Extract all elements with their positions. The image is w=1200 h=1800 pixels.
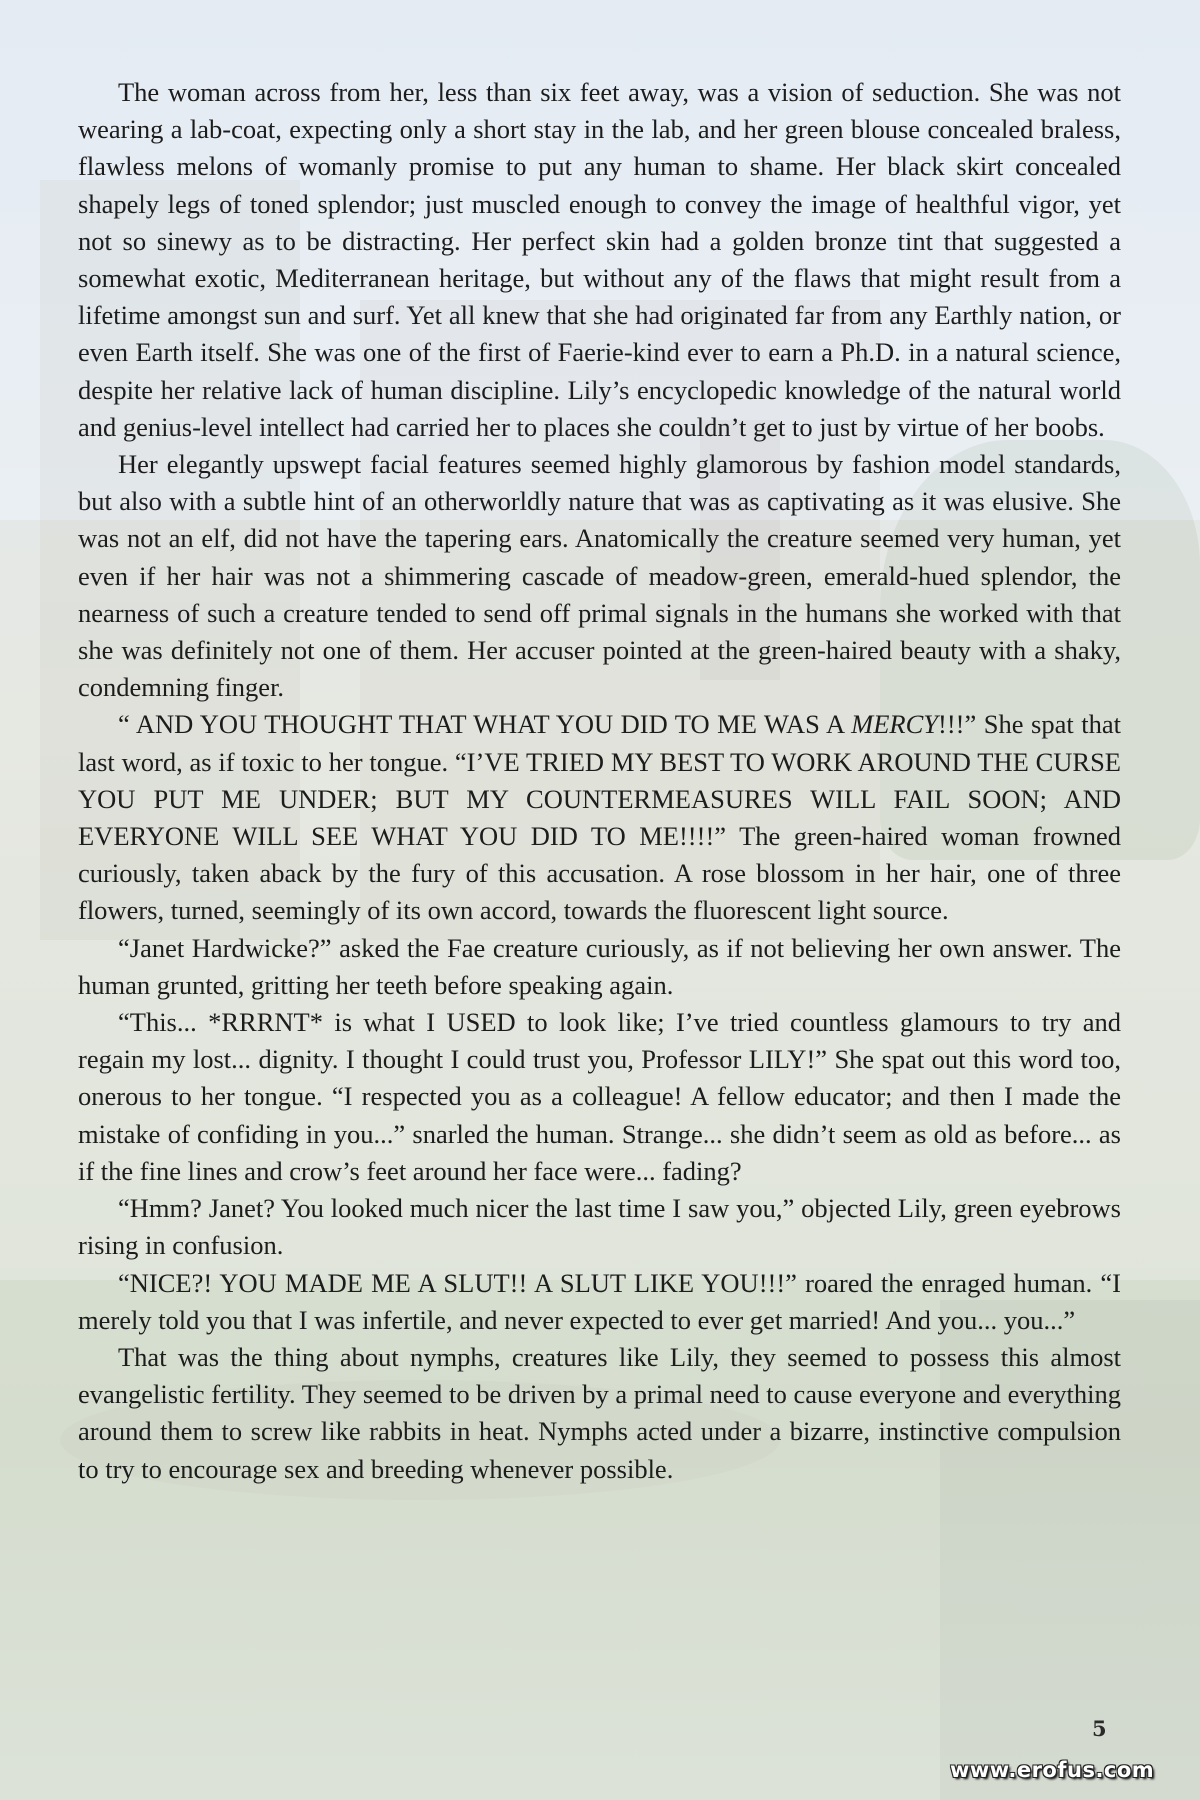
paragraph: That was the thing about nymphs, creatures like Lily, they seemed to possess this almost evangelistic fertility. They seemed to be driven by a primal need to cause everyone and everything around them to screw like rabbits in heat. Nymphs acted under a bizarre, instinctive compulsion to try to encourage sex and breeding whenever possible.: [78, 1341, 1121, 1484]
paragraph-accusation: [78, 706, 1121, 929]
watermark: www.erofus.com: [950, 1758, 1155, 1782]
paragraph: “NICE?! YOU MADE ME A SLUT!! A SLUT LIKE YOU!!!” roared the enraged human. “I merely told you that I was infertile, and never expected to ever get married! And you... you...”: [78, 1267, 1121, 1335]
paragraph: “This... *RRRNT* is what I USED to look like; I’ve tried countless glamours to try and regain my lost... dignity. I thought I could trust you, Professor LILY!” She spat out this word too, onerous to her tongue. “I respected you as a colleague! A fellow educator; and then I made the mistake of confiding in you...” snarled the human. Strange... she didn’t seem as old as before... as if the fine lines and crow’s feet around her face were... fading?: [78, 1007, 1121, 1186]
paragraph: Her elegantly upswept facial features seemed highly glamorous by fashion model standards, but also with a subtle hint of an otherworldly nature that was as captivating as it was elusive. She was not an elf, did not have the tapering ears. Anatomically the creature seemed very human, yet even if her hair was not a shimmering cascade of meadow-green, emerald-hued splendor, the nearness of such a creature tended to send off primal signals in the humans she worked with that she was definitely not one of them. Her accuser pointed at the green-haired beauty with a shaky, condemning finger.: [78, 449, 1121, 703]
paragraph: The woman across from her, less than six feet away, was a vision of seduction. She was not wearing a lab-coat, expecting only a short stay in the lab, and her green blouse concealed braless, flawless melons of womanly promise to put any human to shame. Her black skirt concealed shapely legs of toned splendor; just muscled enough to convey the image of healthful vigor, yet not so sinewy as to be distracting. Her perfect skin had a golden bronze tint that suggested a somewhat exotic, Mediterranean heritage, but without any of the flaws that might result from a lifetime amongst sun and surf. Yet all knew that she had originated far from any Earthly nation, or even Earth itself. She was one of the first of Faerie-kind ever to earn a Ph.D. in a natural science, despite her relative lack of human discipline. Lily’s encyclopedic knowledge of the natural world and genius-level intellect had carried her to places she couldn’t get to just by virtue of her boobs.: [78, 77, 1121, 442]
accusation-rest: !!!” She spat that last word, as if toxic to her tongue. “I’VE TRIED MY BEST TO WORK AROUND THE CURSE YOU PUT ME UNDER; BUT MY COUNTERMEASURES WILL FAIL SOON; AND EVERYONE WILL SEE WHAT YOU DID TO ME!!!!” The green-haired woman frowned curiously, taken aback by the fury of this accusation. A rose blossom in her hair, one of three flowers, turned, seemingly of its own accord, towards the fluorescent light source.: [78, 709, 1121, 926]
page-number: 5: [1092, 1716, 1107, 1741]
story-text: [78, 74, 1121, 1488]
paragraph: “Hmm? Janet? You looked much nicer the last time I saw you,” objected Lily, green eyebrows rising in confusion.: [78, 1193, 1121, 1261]
italic-word: MERCY: [851, 709, 939, 740]
accusation-start: “ AND YOU THOUGHT THAT WHAT YOU DID TO ME WAS A: [118, 709, 852, 740]
paragraph: “Janet Hardwicke?” asked the Fae creature curiously, as if not believing her own answer. The human grunted, gritting her teeth before speaking again.: [78, 932, 1121, 1000]
